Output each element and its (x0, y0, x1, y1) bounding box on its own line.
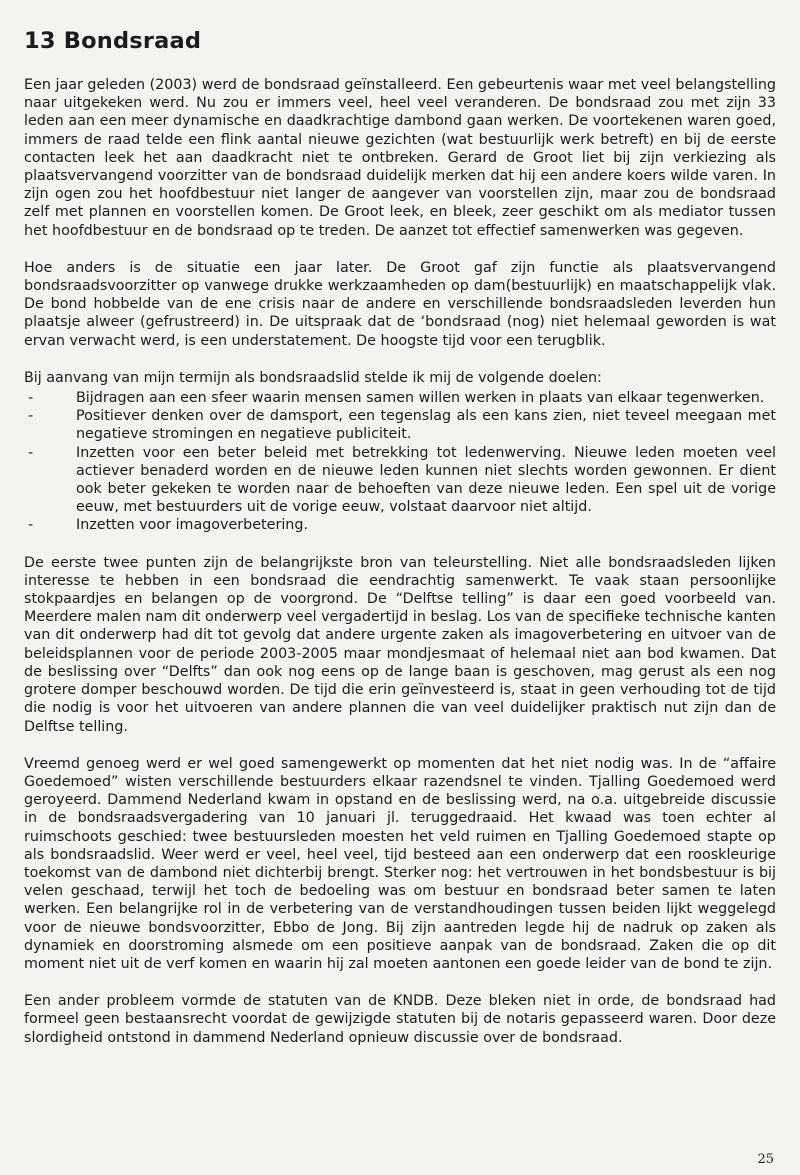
goal-item (24, 516, 776, 534)
paragraph-situation-later: Hoe anders is de situatie een jaar later. De Groot gaf zijn functie als plaatsvervangend bondsraadsvoorzitter op vanwege drukke werkzaamheden op dam(bestuurlijk) en maatschappelijk vlak. De bond hobbelde van de ene crisis naar de andere en verschillende bondsraadsleden leverden hun plaatsje alweer (gefrustreerd) in. De uitspraak dat de ‘bondsraad (nog) niet helemaal geworden is wat ervan verwacht werd, is een understatement. De hoogste tijd voor een terugblik. (24, 259, 776, 349)
list-dash: - (28, 408, 34, 425)
paragraph-disappointment: De eerste twee punten zijn de belangrijkste bron van teleurstelling. Niet alle bondsraadsleden lijken interesse te hebben in een bondsraad die eendrachtig samenwerkt. Te vaak staan persoonlijke stokpaardjes en belangen op de voorgrond. De “Delftse telling” is daar een goed voorbeeld van. Meerdere malen nam dit onderwerp veel vergadertijd in beslag. Los van de specifieke technische kanten van dit onderwerp had dit tot gevolg dat andere urgente zaken als imagoverbetering en uitvoer van de beleidsplannen voor de periode 2003-2005 maar mondjesmaat of helemaal niet aan bod kwamen. Dat de beslissing over “Delfts” dan ook nog eens op de lange baan is geschoven, mag gerust als een nog grotere domper beschouwd worden. De tijd die erin geïnvesteerd is, staat in geen verhouding tot de tijd die nodig is voor het uitvoeren van andere plannen die van veel duidelijker praktisch nut zijn dan de Delftse telling. (24, 554, 776, 735)
list-dash: - (28, 390, 34, 407)
goal-text: Inzetten voor een beter beleid met betrekking tot ledenwerving. Nieuwe leden moeten veel actiever benaderd worden en de nieuwe leden kunnen niet slechts worden gewonnen. Er dient ook beter gekeken te worden naar de behoeften van deze nieuwe leden. Een spel uit de vorige eeuw, met bestuurders uit de vorige eeuw, volstaat daarvoor niet altijd. (76, 444, 776, 516)
paragraph-goals-intro: Bij aanvang van mijn termijn als bondsraadslid stelde ik mij de volgende doelen: (24, 369, 602, 386)
goal-item (24, 389, 776, 407)
goal-text: Bijdragen aan een sfeer waarin mensen samen willen werken in plaats van elkaar tegenwerken. (76, 390, 765, 407)
paragraph-intro-history: Een jaar geleden (2003) werd de bondsraad geïnstalleerd. Een gebeurtenis waar met veel belangstelling naar uitgekeken werd. Nu zou er immers veel, heel veel veranderen. De bondsraad zou met zijn 33 leden aan een meer dynamische en daadkrachtige dambond gaan werken. De voortekenen waren goed, immers de raad telde een flink aantal nieuwe gezichten (wat bestuurlijk werk betreft) en bij de eerste contacten leek het aan daadkracht niet te ontbreken. Gerard de Groot liet bij zijn verkiezing als plaatsvervangend voorzitter van de bondsraad duidelijk merken dat hij een andere koers wilde varen. In zijn ogen zou het hoofdbestuur niet langer de aangever van voorstellen zijn, maar zou de bondsraad zelf met plannen en voorstellen komen. De Groot leek, en bleek, zeer geschikt om als mediator tussen het hoofdbestuur en de bondsraad op te treden. De aanzet tot effectief samenwerken was gegeven. (24, 77, 776, 239)
page-number: 25 (757, 1152, 774, 1167)
chapter-title: 13 Bondsraad (24, 28, 202, 54)
goal-item (24, 444, 776, 517)
paragraph-statutes: Een ander probleem vormde de statuten van de KNDB. Deze bleken niet in orde, de bondsraad had formeel geen bestaansrecht voordat de gewijzigde statuten bij de notaris gepasseerd waren. Door deze slordigheid ontstond in dammend Nederland opnieuw discussie over de bondsraad. (24, 993, 776, 1046)
list-dash: - (28, 517, 34, 534)
goals-list (24, 389, 776, 535)
goal-text: Positiever denken over de damsport, een tegenslag als een kans zien, niet teveel meegaan met negatieve stromingen en negatieve publiciteit. (76, 408, 776, 443)
list-dash: - (28, 444, 34, 461)
goal-item (24, 407, 776, 443)
paragraph-goedemoed-affair: Vreemd genoeg werd er wel goed samengewerkt op momenten dat het niet nodig was. In de “affaire Goedemoed” wisten verschillende bestuurders elkaar razendsnel te vinden. Tjalling Goedemoed werd geroyeerd. Dammend Nederland kwam in opstand en de beslissing werd, na o.a. uitgebreide discussie in de bondsraadsvergadering van 10 januari jl. teruggedraaid. Het kwaad was toen echter al ruimschoots geschied: twee bestuursleden moesten het veld ruimen en Tjalling Goedemoed stapte op als bondsraadslid. Weer werd er veel, heel veel, tijd besteed aan een onderwerp dat een rooskleurige toekomst van de dambond niet dichterbij brengt. Sterker nog: het vertrouwen in het bondsbestuur is bij velen geschaad, terwijl het toch de bedoeling was om bestuur en bondsraad beter samen te laten werken. Een belangrijke rol in de verbetering van de verstandhoudingen tussen beiden lijkt weggelegd voor de nieuwe bondsvoorzitter, Ebbo de Jong. Bij zijn aantreden legde hij de nadruk op zaken als dynamiek en doorstroming alsmede om een positieve aanpak van de bondsraad. Zaken die op dit moment niet uit de verf komen en waarin hij zal moeten aantonen een goede leider van de bond te zijn. (24, 755, 776, 972)
goal-text: Inzetten voor imagoverbetering. (76, 517, 308, 534)
